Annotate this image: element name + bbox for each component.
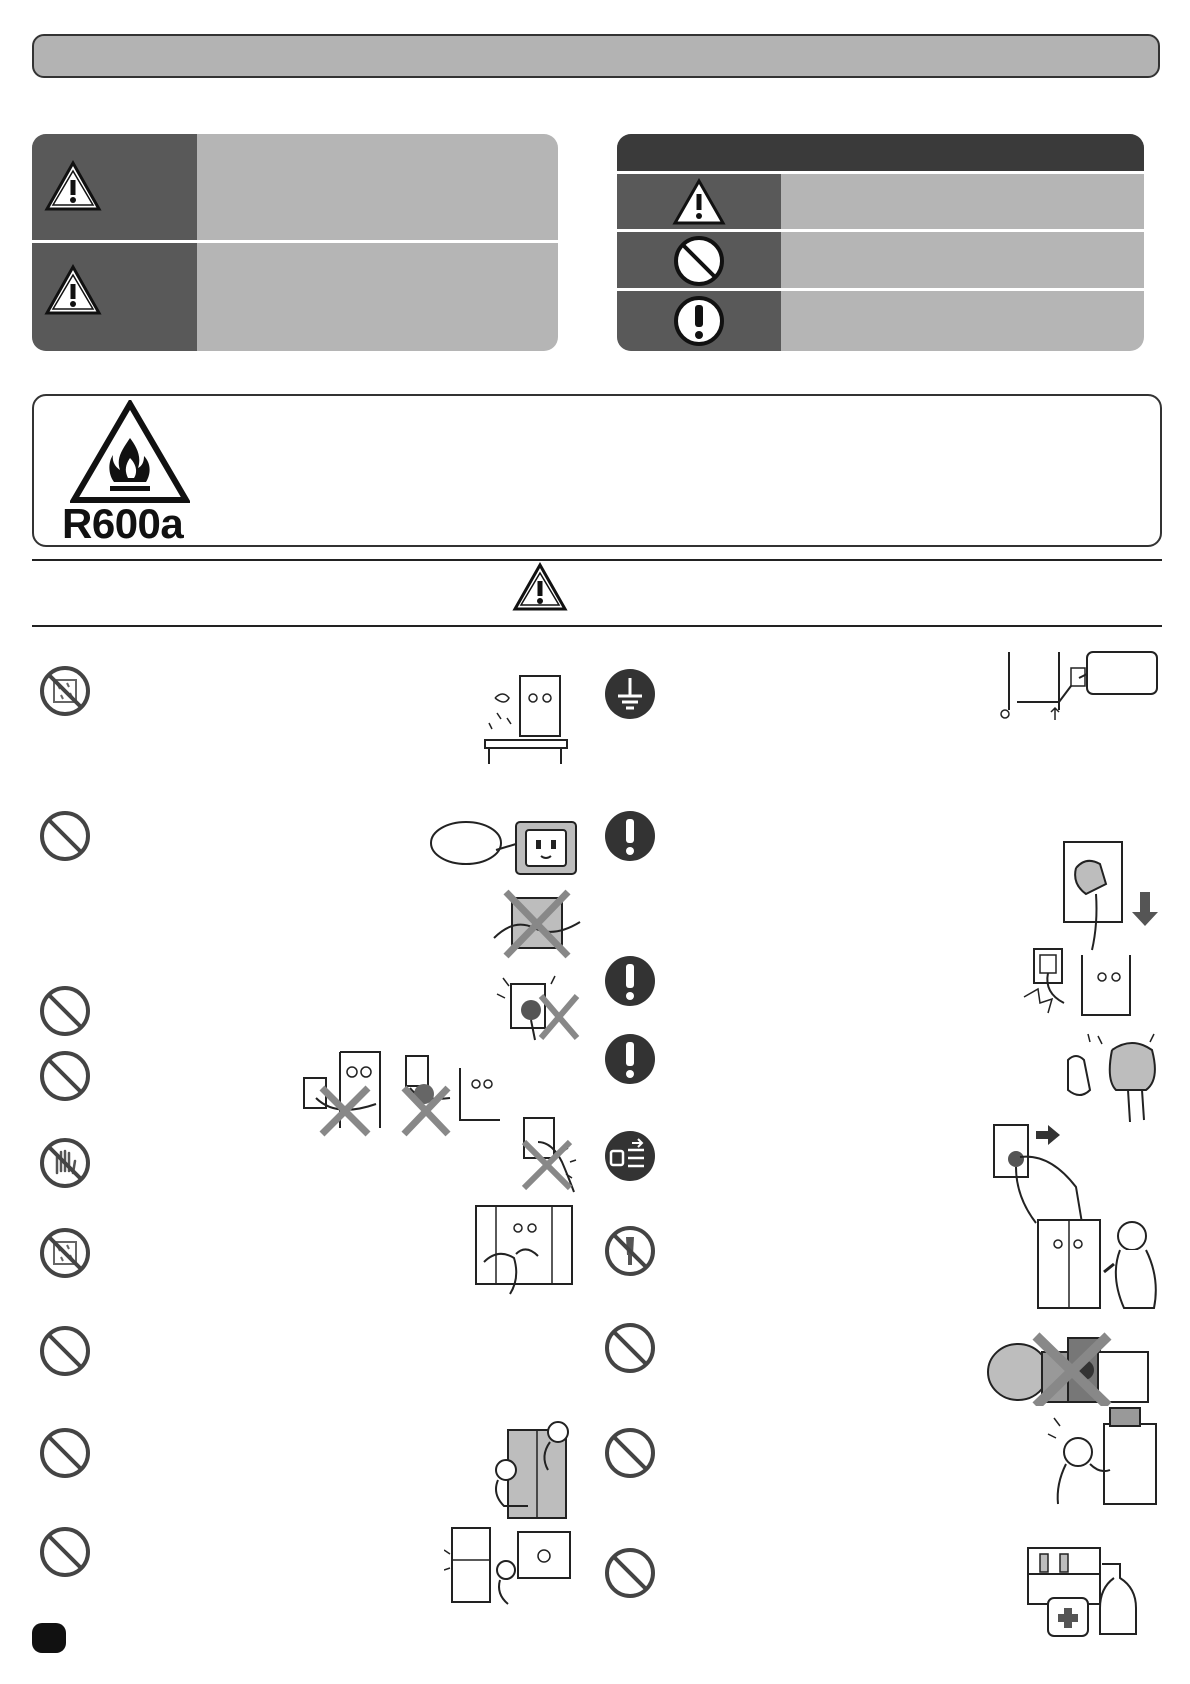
clean-plug-dust-illustration — [1058, 1030, 1162, 1126]
flammable-refrigerant-box — [32, 394, 1162, 547]
ground-label-box — [1090, 655, 1154, 689]
mandatory-icon — [604, 955, 656, 1007]
prohibition-icon — [673, 235, 725, 287]
loose-outlet-prohibited-illustration — [493, 970, 581, 1042]
prohibition-icon — [39, 1050, 91, 1102]
title-bar — [32, 34, 1160, 78]
open-fridge-water-illustration — [466, 1202, 582, 1298]
no-water-splash-icon — [39, 1227, 91, 1279]
warning-caution-panel — [32, 134, 558, 351]
multi-plug-prohibited-illustration — [492, 888, 582, 960]
legend-header — [617, 134, 1144, 171]
prohibition-icon — [39, 1526, 91, 1578]
prohibition-icon — [39, 1325, 91, 1377]
mandatory-icon — [673, 295, 725, 347]
warning-triangle-icon — [44, 160, 102, 212]
ground-icon — [604, 668, 656, 720]
symbol-legend-panel — [617, 134, 1144, 351]
prohibition-icon — [604, 1427, 656, 1479]
flammable-warning-icon — [70, 400, 190, 504]
plug-damage-illustration — [1022, 945, 1134, 1025]
no-water-splash-icon — [39, 665, 91, 717]
prohibition-icon — [604, 1547, 656, 1599]
prohibition-icon — [604, 1322, 656, 1374]
caution-triangle-icon — [44, 264, 102, 316]
mandatory-icon — [604, 1033, 656, 1085]
medicine-storage-illustration — [1020, 1534, 1142, 1638]
plug-insert-fully-illustration — [1060, 838, 1160, 952]
page-number-badge — [32, 1623, 66, 1653]
prohibition-icon — [39, 985, 91, 1037]
prohibition-icon — [39, 1427, 91, 1479]
no-wet-hands-icon — [39, 1137, 91, 1189]
child-climbing-illustration — [478, 1418, 582, 1524]
bottom-rule — [32, 625, 1162, 627]
mandatory-icon — [604, 810, 656, 862]
objects-on-top-illustration — [1044, 1404, 1160, 1508]
prohibition-icon — [39, 810, 91, 862]
flammable-substances-illustration — [986, 1312, 1152, 1406]
speech-bubble-text — [432, 822, 497, 860]
unplug-icon — [604, 1130, 656, 1182]
gas-leak-illustration — [444, 1520, 582, 1610]
wet-hand-plug-prohibited-illustration — [518, 1112, 582, 1198]
general-warning-icon — [672, 178, 726, 226]
no-disassembly-icon — [604, 1225, 656, 1277]
refrigerant-label: R600a — [62, 500, 184, 547]
damaged-cord-prohibited-illustration — [300, 1048, 508, 1138]
water-spill-outlet-illustration — [475, 668, 577, 768]
top-rule — [32, 559, 1162, 561]
no-disassembly-illustration — [1034, 1208, 1160, 1312]
warning-heading-icon — [512, 562, 568, 612]
